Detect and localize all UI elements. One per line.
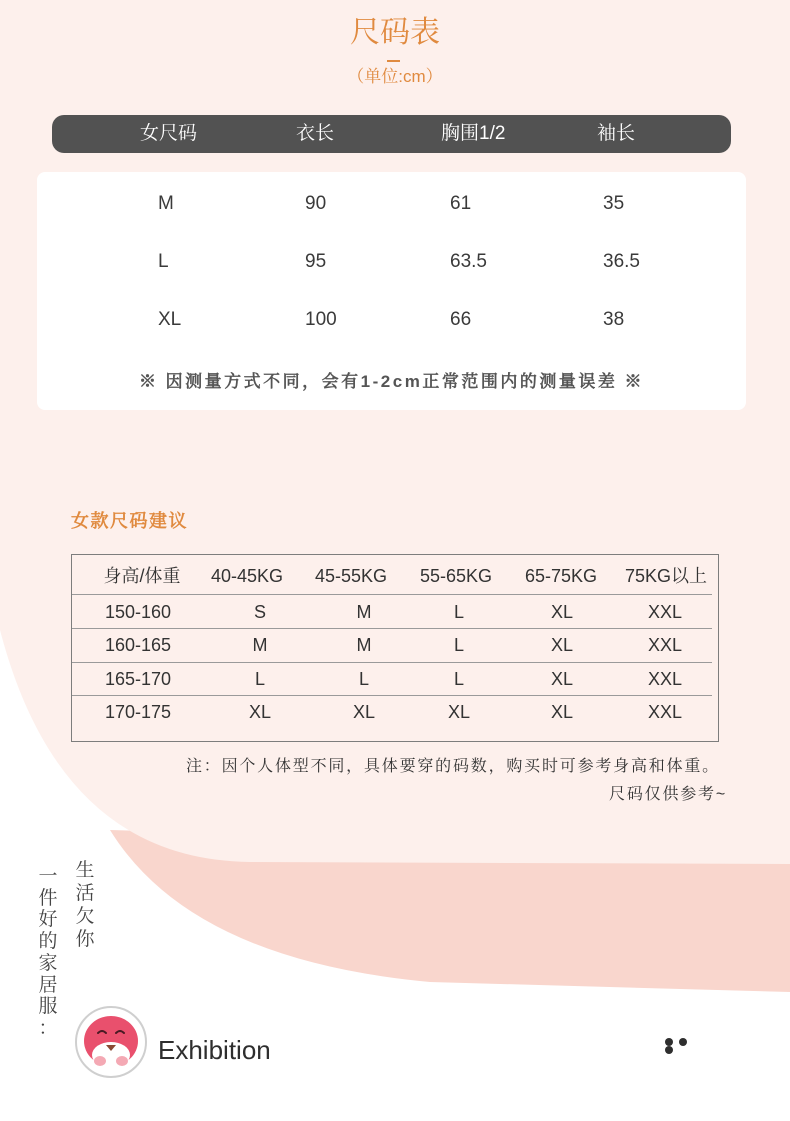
cell-length: 95	[305, 251, 327, 272]
cell-chest: 61	[450, 193, 472, 214]
cell-height: 165-170	[104, 669, 172, 689]
size-table-header	[52, 115, 731, 153]
cell-size: XL	[158, 309, 182, 330]
header-height-weight: 身高/体重	[103, 566, 181, 586]
cell-size: M	[252, 635, 268, 655]
header-sleeve: 袖长	[597, 123, 636, 144]
table-row	[37, 247, 746, 277]
cell-size: XXL	[647, 669, 683, 689]
table-row	[37, 305, 746, 335]
cell-size: L	[158, 251, 169, 272]
cell-size: XXL	[647, 702, 683, 722]
cell-height: 160-165	[104, 635, 172, 655]
reference-note: 尺码仅供参考~	[609, 786, 727, 803]
logo-hand-right	[116, 1056, 128, 1066]
slogan-line-1: 生活欠你	[75, 860, 95, 950]
cell-size: XL	[248, 702, 272, 722]
row-divider	[72, 594, 712, 595]
cell-sleeve: 38	[603, 309, 625, 330]
header-weight-range: 75KG以上	[624, 566, 708, 586]
size-table-card	[37, 172, 746, 410]
page-title: 尺码表	[350, 16, 440, 49]
recommend-header-row	[72, 561, 718, 591]
header-weight-range: 45-55KG	[314, 566, 388, 586]
row-divider	[72, 695, 712, 696]
cell-length: 90	[305, 193, 327, 214]
row-divider	[72, 628, 712, 629]
cell-size: XL	[550, 669, 574, 689]
cell-size: XXL	[647, 602, 683, 622]
header-weight-range: 55-65KG	[419, 566, 493, 586]
brand-logo-icon	[74, 1005, 148, 1079]
cell-height: 150-160	[104, 602, 172, 622]
cell-height: 170-175	[104, 702, 172, 722]
cell-size: L	[358, 669, 369, 689]
cell-size: L	[453, 635, 464, 655]
fit-note: 注：因个人体型不同，具体要穿的码数，购买时可参考身高和体重。	[185, 758, 720, 775]
cell-size: L	[453, 602, 464, 622]
row-divider	[72, 662, 712, 663]
cell-size: XXL	[647, 635, 683, 655]
header-weight-range: 65-75KG	[524, 566, 598, 586]
cell-size: L	[453, 669, 464, 689]
cell-size: S	[253, 602, 266, 622]
table-row	[72, 597, 718, 627]
recommend-title: 女款尺码建议	[71, 511, 188, 531]
table-row	[72, 630, 718, 660]
table-row	[37, 189, 746, 219]
header-chest: 胸围1/2	[441, 123, 506, 144]
cell-size: XL	[550, 635, 574, 655]
cell-length: 100	[305, 309, 337, 330]
more-dots-icon	[665, 1038, 705, 1046]
header-size: 女尺码	[140, 123, 198, 144]
cell-size: XL	[550, 602, 574, 622]
cell-chest: 63.5	[450, 251, 487, 272]
cell-size: XL	[352, 702, 376, 722]
logo-graphic	[74, 1005, 148, 1079]
title-underline	[387, 60, 400, 62]
recommend-table	[71, 554, 719, 742]
brand-name: Exhibition	[158, 1035, 271, 1065]
more-dot	[665, 1046, 673, 1054]
table-row	[72, 664, 718, 694]
more-dot	[679, 1038, 687, 1046]
logo-hand-left	[94, 1056, 106, 1066]
table-row	[72, 697, 718, 727]
header-length: 衣长	[296, 123, 335, 144]
cell-chest: 66	[450, 309, 472, 330]
header-weight-range: 40-45KG	[210, 566, 284, 586]
cell-size: L	[254, 669, 265, 689]
measurement-note: ※ 因测量方式不同，会有1-2cm正常范围内的测量误差 ※	[138, 372, 645, 391]
cell-size: M	[158, 193, 174, 214]
cell-size: XL	[447, 702, 471, 722]
cell-sleeve: 36.5	[603, 251, 640, 272]
unit-label: （单位:cm）	[347, 67, 443, 86]
cell-sleeve: 35	[603, 193, 625, 214]
slogan-line-2: 一件好的家居服：	[38, 866, 58, 1039]
cell-size: M	[356, 635, 372, 655]
cell-size: XL	[550, 702, 574, 722]
more-dot	[665, 1038, 673, 1046]
cell-size: M	[356, 602, 372, 622]
